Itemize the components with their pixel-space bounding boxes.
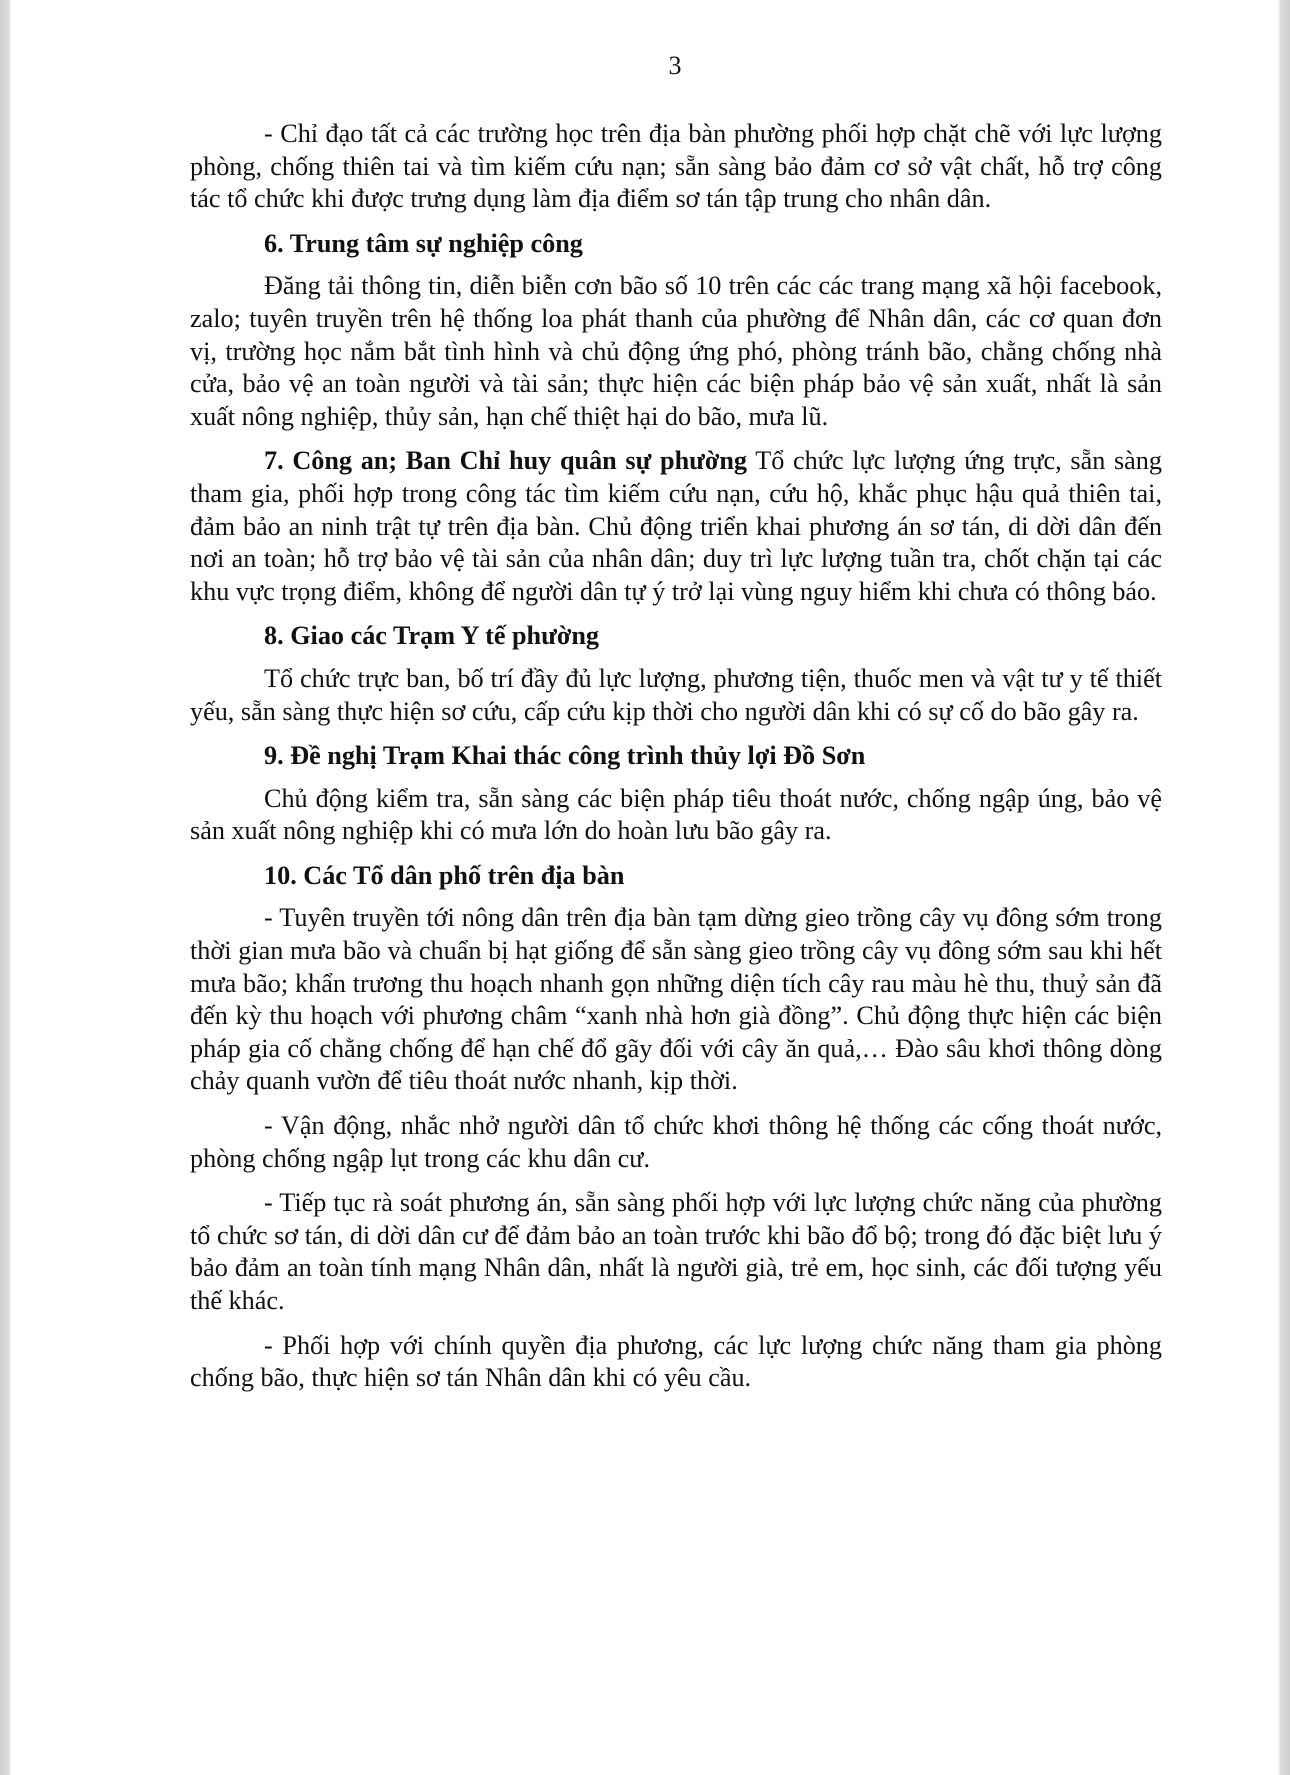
section-6-paragraph: Đăng tải thông tin, diễn biễn cơn bão số 10 trên các các trang mạng xã hội facebook, zalo; tuyên truyền trên hệ thống loa phát thanh của phường để Nhân dân, các cơ quan đơn vị, trường học nắm bắt tình hình và chủ động ứng phó, phòng tránh bão, chằng chống nhà cửa, bảo vệ an toàn người và tài sản; thực hiện các biện pháp bảo vệ sản xuất, nhất là sản xuất nông nghiệp, thủy sản, hạn chế thiệt hại do bão, mưa lũ. (190, 271, 1162, 431)
section-7-paragraph (190, 445, 1162, 608)
section-10-paragraph-2: - Vận động, nhắc nhở người dân tổ chức khơi thông hệ thống các cống thoát nước, phòng chống ngập lụt trong các khu dân cư. (190, 1111, 1162, 1173)
page-number: 3 (668, 51, 682, 80)
viewer-left-margin (0, 0, 9, 1775)
section-7-heading: 7. Công an; Ban Chỉ huy quân sự phường (264, 446, 748, 476)
section-7-text: Tổ chức lực lượng ứng trực, sẵn sàng tham gia, phối hợp trong công tác tìm kiếm cứu nạn, cứu hộ, khắc phục hậu quả thiên tai, đảm bảo an ninh trật tự trên địa bàn. Chủ động triển khai phương án sơ tán, di dời dân đến nơi an toàn; hỗ trợ bảo vệ tài sản của nhân dân; duy trì lực lượng tuần tra, chốt chặn tại các khu vực trọng điểm, không để người dân tự ý trở lại vùng nguy hiểm khi chưa có thông báo. (190, 446, 1162, 606)
section-10-paragraph-4: - Phối hợp với chính quyền địa phương, các lực lượng chức năng tham gia phòng chống bão, thực hiện sơ tán Nhân dân khi có yêu cầu. (190, 1330, 1162, 1393)
section-9-heading: 9. Đề nghị Trạm Khai thác công trình thủy lợi Đồ Sơn (264, 741, 866, 771)
section-10-paragraph-1: - Tuyên truyền tới nông dân trên địa bàn tạm dừng gieo trồng cây vụ đông sớm trong thời gian mưa bão và chuẩn bị hạt giống để sẵn sàng gieo trồng cây vụ đông sớm sau khi hết mưa bão; khẩn trương thu hoạch nhanh gọn những diện tích cây rau màu hè thu, thuỷ sản đã đến kỳ thu hoạch với phương châm “xanh nhà hơn già đồng”. Chủ động thực hiện các biện pháp gia cố chằng chống để hạn chế đổ gãy đối với cây ăn quả,… Đào sâu khơi thông dòng chảy quanh vườn để tiêu thoát nước nhanh, kịp thời. (190, 903, 1162, 1096)
intro-paragraph: - Chỉ đạo tất cả các trường học trên địa bàn phường phối hợp chặt chẽ với lực lượng phòng, chống thiên tai và tìm kiếm cứu nạn; sẵn sàng bảo đảm cơ sở vật chất, hỗ trợ công tác tổ chức khi được trưng dụng làm địa điểm sơ tán tập trung cho nhân dân. (190, 119, 1162, 214)
section-9-paragraph: Chủ động kiểm tra, sẵn sàng các biện pháp tiêu thoát nước, chống ngập úng, bảo vệ sản xuất nông nghiệp khi có mưa lớn do hoàn lưu bão gây ra. (190, 783, 1162, 846)
section-10-heading: 10. Các Tổ dân phố trên địa bàn (264, 860, 625, 890)
document-body (190, 118, 1162, 1407)
viewer-right-margin (1280, 0, 1290, 1775)
section-8-heading: 8. Giao các Trạm Y tế phường (264, 621, 599, 651)
section-10-paragraph-3: - Tiếp tục rà soát phương án, sẵn sàng phối hợp với lực lượng chức năng của phường tổ chức sơ tán, di dời dân cư để đảm bảo an toàn trước khi bão đổ bộ; trong đó đặc biệt lưu ý bảo đảm an toàn tính mạng Nhân dân, nhất là người già, trẻ em, học sinh, các đối tượng yếu thế khác. (190, 1188, 1162, 1315)
section-6-heading: 6. Trung tâm sự nghiệp công (264, 228, 583, 258)
section-8-paragraph: Tổ chức trực ban, bố trí đầy đủ lực lượng, phương tiện, thuốc men và vật tư y tế thiết yếu, sẵn sàng thực hiện sơ cứu, cấp cứu kịp thời cho người dân khi có sự cố do bão gây ra. (190, 663, 1162, 726)
